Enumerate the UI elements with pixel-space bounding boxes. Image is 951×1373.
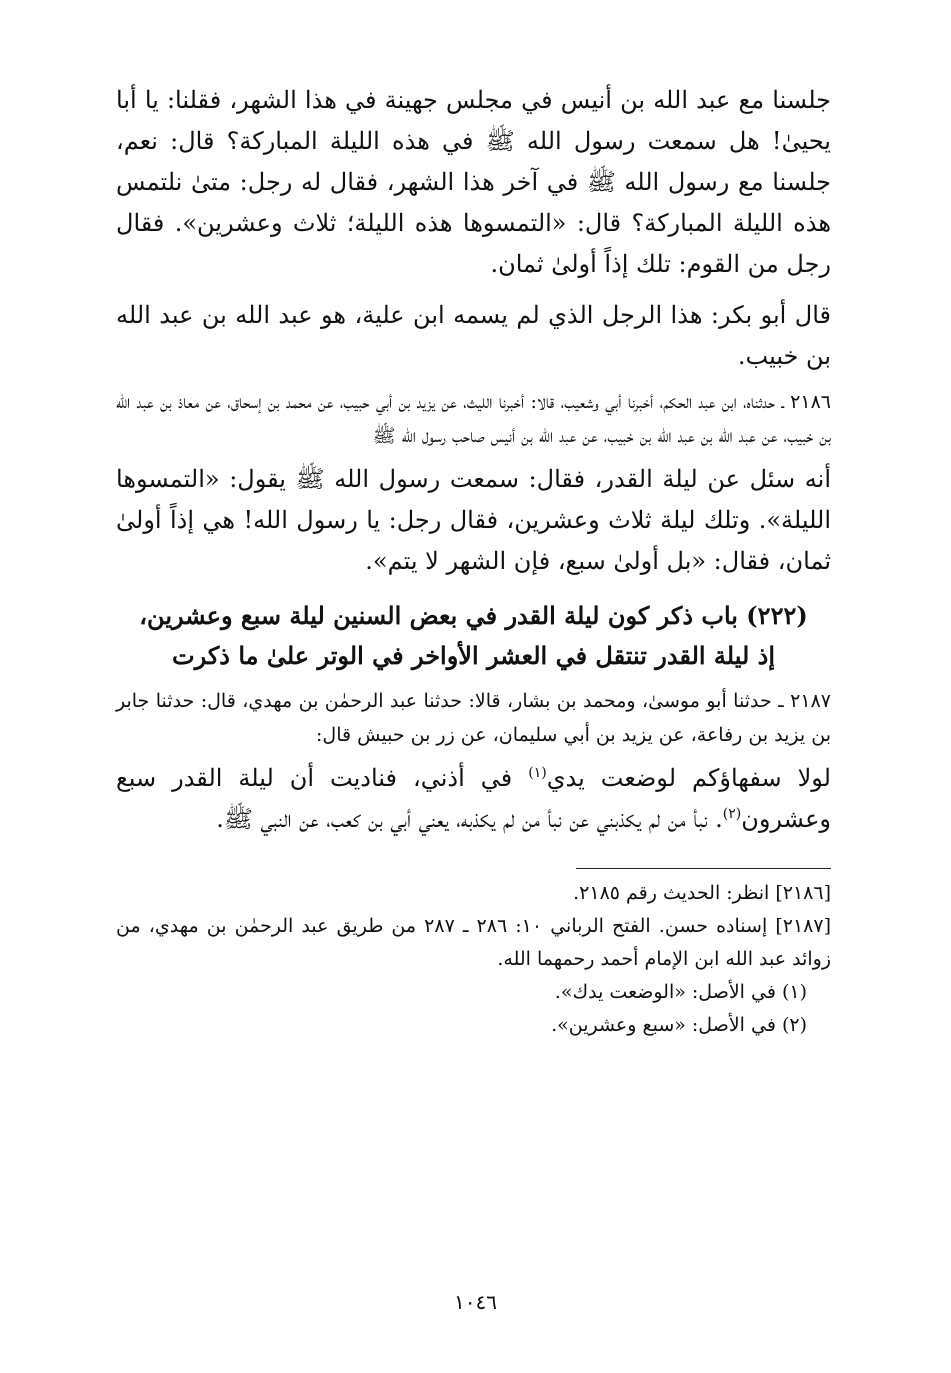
footnote-ref-2: (٢) bbox=[722, 806, 742, 822]
chapter-heading-line2: إذ ليلة القدر تنتقل في العشر الأواخر في الوتر علىٰ ما ذكرت bbox=[172, 641, 775, 670]
chapter-heading bbox=[116, 596, 831, 676]
hadith-2187-chain: ٢١٨٧ ـ حدثنا أبو موسىٰ، ومحمد بن بشار، قالا: حدثنا عبد الرحمٰن بن مهدي، قال: حدثنا جابر بن يزيد بن رفاعة، عن يزيد بن أبي سليمان، عن زر بن حبيش قال: bbox=[116, 690, 831, 746]
page-number: ١٠٤٦ bbox=[454, 1290, 497, 1314]
hadith-2186-text: أنه سئل عن ليلة القدر، فقال: سمعت رسول الله ﷺ يقول: «التمسوها الليلة». وتلك ليلة ثلاث وعشرين، فقال رجل: يا رسول الله! هي إذاً أولىٰ ثمان، فقال: «بل أولىٰ سبع، فإن الشهر لا يتم». bbox=[116, 465, 831, 575]
paragraph-narration: جلسنا مع عبد الله بن أنيس في مجلس جهينة في هذا الشهر، فقلنا: يا أبا يحيىٰ! هل سمعت رسول الله ﷺ في هذه الليلة المباركة؟ قال: نعم، جلسنا مع رسول الله ﷺ في آخر هذا الشهر، فقال له رجل: متىٰ نلتمس هذه الليلة المباركة؟ قال: «التمسوها هذه الليلة؛ ثلاث وعشرين». فقال رجل من القوم: تلك إذاً أولىٰ ثمان. bbox=[116, 86, 831, 278]
footnotes bbox=[116, 877, 831, 1042]
hadith-2187-text-part1: لولا سفهاؤكم لوضعت يدي bbox=[546, 764, 831, 792]
footnote-1: (١) في الأصل: «الوضعت يدك». bbox=[554, 981, 807, 1003]
hadith-2187-text-part2: في أذني، فناديت أن ليلة القدر سبع وعشرون bbox=[116, 764, 831, 833]
hadith-2187-text-part3: . نبأ من لم يكذبني عن نبأ من لم يكذبه، يعني أبي بن كعب، عن النبي ﷺ. bbox=[216, 805, 723, 833]
page-body bbox=[116, 80, 831, 1042]
footnote-2: (٢) في الأصل: «سبع وعشرين». bbox=[551, 1014, 807, 1036]
footnote-divider bbox=[576, 868, 831, 869]
chapter-heading-line1: (٢٢٢) باب ذكر كون ليلة القدر في بعض السنين ليلة سبع وعشرين، bbox=[139, 601, 808, 630]
paragraph-abu-bakr-comment: قال أبو بكر: هذا الرجل الذي لم يسمه ابن علية، هو عبد الله بن عبد الله بن خبيب. bbox=[116, 301, 831, 370]
hadith-2187-text bbox=[116, 758, 831, 840]
footnote-2186: [٢١٨٦] انظر: الحديث رقم ٢١٨٥. bbox=[573, 882, 831, 904]
hadith-2186-chain: ٢١٨٦ ـ حدثناه، ابن عبد الحكم، أخبرنا أبي وشعيب، قالا: أخبرنا الليث، عن يزيد بن أبي حبيب، عن محمد بن إسحاق، عن معاذ بن عبد الله بن خبيب، عن عبد الله بن عبد الله بن خبيب، عن عبد الله بن أنيس صاحب رسول الله ﷺ bbox=[116, 391, 831, 447]
footnote-ref-1: (١) bbox=[528, 765, 547, 781]
footnote-2187: [٢١٨٧] إسناده حسن. الفتح الرباني ١٠: ٢٨٦ ـ ٢٨٧ من طريق عبد الرحمٰن بن مهدي، من زوائد عبد الله ابن الإمام أحمد رحمهما الله. bbox=[116, 915, 831, 970]
